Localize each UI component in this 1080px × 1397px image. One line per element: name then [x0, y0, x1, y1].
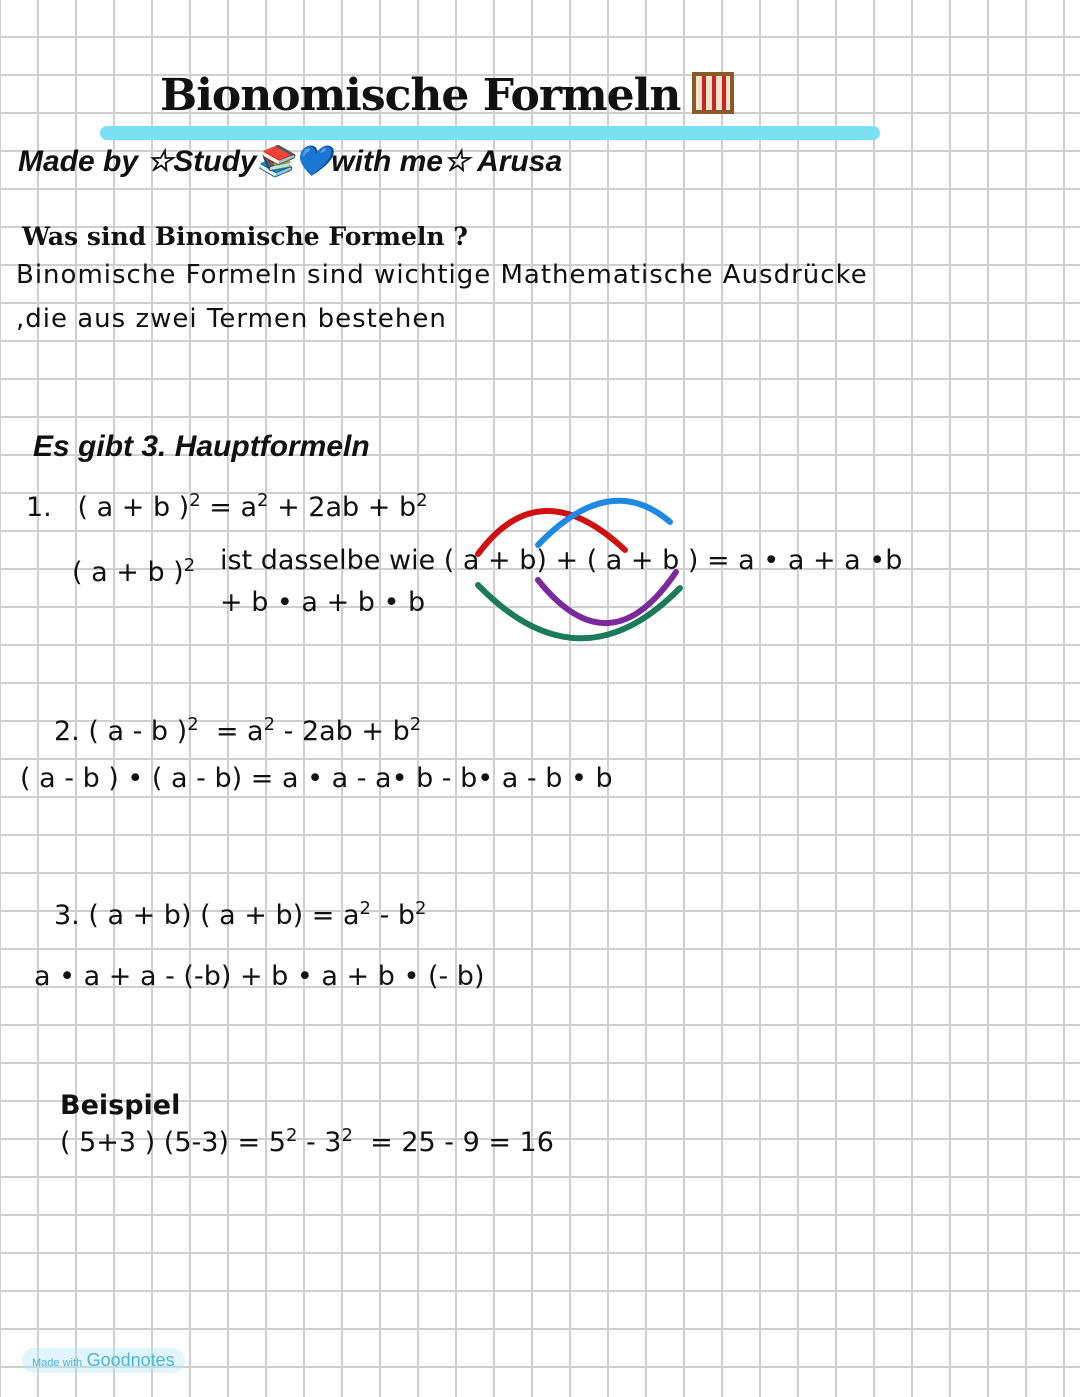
- f2-number: 2.: [54, 716, 80, 747]
- f1-number: 1.: [26, 492, 52, 523]
- exp: 2: [341, 1125, 353, 1146]
- example-mid: - 3: [305, 1127, 342, 1158]
- section-heading: Es gibt 3. Hauptformeln: [33, 430, 370, 463]
- f2-explain: ( a - b ) • ( a - b) = a • a - a• b - b• a - b • b: [20, 763, 613, 794]
- f3-explain: a • a + a - (-b) + b • a + b • (- b): [34, 961, 485, 992]
- example-rhs: = 25 - 9 = 16: [370, 1127, 554, 1158]
- arc-blue: [538, 501, 670, 545]
- exp: 2: [187, 714, 199, 735]
- formula-2: [54, 714, 421, 747]
- exp: 2: [285, 1125, 298, 1146]
- exp: 2: [416, 490, 428, 511]
- title-text: Bionomische Formeln: [160, 70, 681, 121]
- f1-rhs: = a: [209, 492, 258, 523]
- question-heading: Was sind Binomische Formeln ?: [22, 222, 468, 251]
- f1-explain-1: ist dasselbe wie ( a + b) + ( a + b ) = a • a + a •b: [220, 545, 903, 576]
- exp: 2: [257, 490, 269, 511]
- exp: 2: [263, 714, 276, 735]
- goodnotes-watermark: [22, 1348, 185, 1373]
- f1-rhs2: + 2ab + b: [277, 492, 417, 523]
- f1-lead-text: ( a + b ): [72, 557, 184, 588]
- example-lhs: ( 5+3 ) (5-3) = 5: [60, 1127, 286, 1158]
- answer-line-1: Binomische Formeln sind wichtige Mathematische Ausdrücke: [16, 260, 868, 290]
- watermark-brand: Goodnotes: [86, 1350, 175, 1370]
- author-line: Made by ☆Study📚💙with me☆ Arusa: [18, 145, 563, 178]
- f3-rhs: - b: [379, 900, 416, 931]
- f3-lhs: ( a + b) ( a + b) = a: [88, 900, 360, 931]
- f1-lhs: ( a + b ): [77, 492, 190, 523]
- answer-line-2: ,die aus zwei Termen bestehen: [16, 304, 447, 334]
- f2-rhs2: - 2ab + b: [283, 716, 410, 747]
- watermark-small: Made with: [32, 1357, 83, 1369]
- example-equation: [60, 1125, 554, 1158]
- exp: 2: [359, 898, 371, 919]
- exp: 2: [415, 898, 427, 919]
- f1-explain-2: + b • a + b • b: [220, 587, 426, 618]
- f2-rhs: = a: [215, 716, 264, 747]
- f2-lhs: ( a - b ): [88, 716, 188, 747]
- arc-green: [478, 585, 680, 638]
- exp: 2: [409, 714, 422, 735]
- example-label: Beispiel: [60, 1090, 181, 1121]
- exp: 2: [183, 555, 196, 576]
- arc-purple: [538, 572, 676, 623]
- formula-3: [54, 898, 427, 931]
- f3-number: 3.: [54, 900, 80, 931]
- exp: 2: [189, 490, 201, 511]
